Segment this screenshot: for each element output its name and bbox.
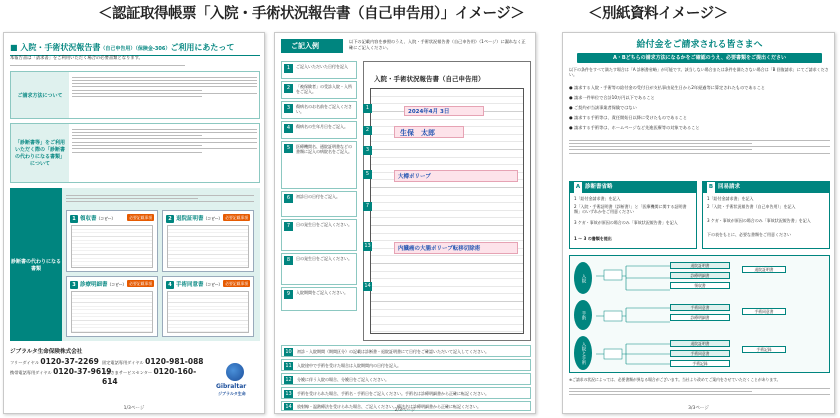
flow-label-hospitalization: 入院 bbox=[574, 262, 592, 294]
page-2-footer: 2/3ページ bbox=[394, 408, 416, 413]
form-marker: 2 bbox=[363, 126, 372, 135]
attachment-intro: 以下の条件をすべて満たす場合は「A 診断書省略」が可能です。該当しない場合または条件を満たさない場合は「B 回復請求」にてご請求ください。 bbox=[569, 67, 829, 78]
medical-statement-thumbnail bbox=[71, 291, 153, 333]
logo-wordmark: Gibraltar bbox=[216, 383, 247, 390]
surgery-consent-thumbnail bbox=[167, 291, 249, 333]
condition-bullet: ● 請求一件単位で合計10万円以下であること bbox=[569, 95, 655, 100]
condition-bullet: ● ご契約が当該事業者保険ではない bbox=[569, 105, 637, 110]
sample-name-text: 生保 太郎 bbox=[400, 129, 435, 137]
intro-text-lines bbox=[10, 65, 260, 66]
row-request-method-text bbox=[72, 74, 257, 100]
condition-bullet: ● 請求する手術等は、責任開始日以降に受けたものであること bbox=[569, 115, 688, 120]
form-marker: 7 bbox=[363, 202, 372, 211]
filling-steps-list bbox=[281, 61, 357, 313]
logo-sub: ジブラルタ生命 bbox=[218, 391, 246, 396]
step-item: 3 傷病名のお名前をご記入ください。 bbox=[281, 101, 357, 119]
flow-label-surgery: 手術 bbox=[574, 300, 592, 330]
step-item: 6 初診日の日付をご記入。 bbox=[281, 191, 357, 217]
right-caption: ＜別紙資料イメージ＞ bbox=[588, 6, 728, 22]
left-caption: ＜認証取得帳票「入院・手術状況報告書（自己申告用）」イメージ＞ bbox=[98, 6, 525, 22]
flow-node: 手術記録 bbox=[742, 346, 786, 353]
flow-node: 手術同意書 bbox=[742, 308, 786, 315]
alternative-documents-text bbox=[66, 192, 254, 204]
receipt-thumbnail bbox=[71, 225, 153, 268]
page-1-intro: 本報告書は「請求書」をご利用いただく場合の必要書類となります。 bbox=[10, 56, 143, 61]
flow-connectors bbox=[596, 260, 670, 372]
sample-date-text: 2024年4月 3日 bbox=[408, 109, 450, 115]
doc-card-receipt: 1 領収書（コピー） 必要記載事項 bbox=[66, 210, 158, 272]
row-alternative-documents: 「診断書等」をご利用いただく際の「診断書の代わりになる書類」について bbox=[10, 123, 260, 183]
flow-label-both: 入院と手術 bbox=[574, 336, 592, 370]
page-1-title: ■ 入院・手術状況報告書（自己申告用）（保険金-306）ご利用にあたって bbox=[10, 42, 260, 56]
flow-node: 退院証明書 bbox=[742, 266, 786, 273]
attachment-title: 給付金をご請求される皆さまへ bbox=[636, 40, 763, 50]
filling-example-description: 以下の記載内容を参照のうえ、入院・手術状況報告書（自己申告用）（1ページ）に漏れなく正確にご記入ください。 bbox=[349, 39, 526, 50]
flow-node: 領収書 bbox=[670, 282, 730, 289]
method-a-box: A 診断書省略 1「給付金請求書」を記入 2「入院・手術証明書（診断書）」と「医療機関に関する証明書類」のいずれかをご用意ください 3 ケガ・事故が原因の場合のみ「事故状況報告書」を記入 1 〜 3 の書類を提出 bbox=[569, 181, 697, 249]
title-square-icon: ■ bbox=[10, 43, 21, 52]
row-request-method: ご請求方法について bbox=[10, 71, 260, 119]
sample-surgery-text: 内臓癌の大腸ポリープ転移切除術 bbox=[398, 246, 481, 252]
bottom-step-row: 11 入院途中で手術を受けた場合は入院期間内の日付を記入。 bbox=[281, 359, 531, 371]
contact-numbers: フリーダイヤル 0120-37-2269 携帯電話専用ダイヤル 0120-37-9619 固定電話専用ダイヤル 0120-981-088 お客さまサービスセンター 0120-160-614 bbox=[10, 357, 204, 386]
sample-report-form bbox=[363, 61, 531, 341]
bottom-step-row: 14 放射線・温熱療法を受けられた場合、ご記入ください。療法名は診療明細書から正確に転記ください。 bbox=[281, 401, 531, 411]
company-name: ジブラルタ生命保険株式会社 bbox=[10, 349, 83, 355]
page-3-footer: 3/3ページ bbox=[688, 406, 709, 411]
sample-diagnosis-text: 大樽ポリープ bbox=[398, 174, 431, 180]
flow-node: 診療明細書 bbox=[670, 314, 730, 321]
method-b-box: B 回易請求 1「給付金請求書」を記入 2「入院・手術状況報告書（自己申告用）」を記入 3 ケガ・事故が原因の場合のみ「事故状況報告書」を記入 下の表をもとに、必要な書類をご用意ください bbox=[702, 181, 830, 249]
attachment-subtitle: A・Bどちらの請求方法になるかをご確認のうえ、必要書類をご提出ください bbox=[577, 53, 822, 63]
step-item: 8 日の発生日をご記入ください。 bbox=[281, 253, 357, 285]
step-item: 5 医療機関名、通院証明書などの書類に記入の病院名をご記入。 bbox=[281, 141, 357, 189]
doc-card-surgery-consent: 4 手術同意書（コピー） 必要記載事項 bbox=[162, 276, 254, 337]
form-marker: 3 bbox=[363, 146, 372, 155]
step-item: 9 入院期間をご記入ください。 bbox=[281, 287, 357, 311]
step-item: 7 日の発生日をご記入ください。 bbox=[281, 219, 357, 251]
sample-form-title: 入院・手術状況報告書（自己申告用） bbox=[374, 75, 485, 83]
condition-bullet: ● 請求する手術等は、ホームページなど先進医療等の対象であること bbox=[569, 125, 700, 130]
flow-node: 退院証明書 bbox=[670, 340, 730, 347]
form-marker: 13 bbox=[364, 243, 371, 249]
flow-node: 退院証明書 bbox=[670, 262, 730, 269]
doc-card-medical-statement: 3 診療明細書（コピー） 必要記載事項 bbox=[66, 276, 158, 337]
doc-card-discharge-certificate: 2 退院証明書（コピー） 必要記載事項 bbox=[162, 210, 254, 272]
attachment-notes: ※ご請求の状況によっては、必要書類が異なる場合がございます。当社より改めてご案内をさせていただくことがあります。 bbox=[569, 377, 781, 382]
row-alternative-documents-text bbox=[72, 126, 257, 155]
flow-node: 手術同意書 bbox=[670, 304, 730, 311]
document-flow-chart bbox=[569, 255, 830, 373]
bottom-step-row: 12 分娩に伴う入院の場合、分娩日をご記入ください。 bbox=[281, 373, 531, 385]
page-1-usage-guide bbox=[3, 32, 265, 414]
discharge-thumbnail bbox=[167, 225, 249, 268]
page-1-footer: 1/3ページ bbox=[123, 406, 145, 411]
notes-extra-lines bbox=[569, 385, 830, 397]
form-marker: 1 bbox=[363, 104, 372, 113]
sample-form-grid bbox=[370, 88, 524, 334]
flow-node: 手術同意書 bbox=[670, 350, 730, 357]
condition-bullet: ● 請求する入院・手術等の給付金の受付日が支払事由発生日から2年経過等に算定されたものであること bbox=[569, 85, 766, 90]
filling-example-tab: ご記入例 bbox=[281, 39, 343, 53]
bottom-step-row: 10 初診・入院期間（期間区分）の記載は診断書・退院証明書にて日付をご確認いただいて記入してください。 bbox=[281, 345, 531, 357]
bottom-step-row: 13 手術を受けられた場合、手術名・手術日をご記入ください。手術名は診療明細書から正確に転記ください。 bbox=[281, 387, 531, 399]
alternative-documents-panel: 診断書の代わりになる書類 1 領収書（コピー） 必要記載事項 2 退院証明書（コピー） 必要記載事項 3 診療明細書（コピー） 必要記載事項 4 手術同意書（コピー） 必要記載事項 bbox=[10, 188, 260, 341]
step-item: 2 「被保険者」の受診入院・入所をご記入。 bbox=[281, 81, 357, 99]
gibraltar-logo-icon bbox=[226, 363, 244, 381]
flow-node: 診療明細書 bbox=[670, 272, 730, 279]
flow-node: 手術記録 bbox=[670, 360, 730, 367]
page-2-filling-example bbox=[274, 32, 536, 414]
step-item: 4 傷病名の生年月日をご記入。 bbox=[281, 121, 357, 139]
form-marker: 14 bbox=[364, 283, 371, 289]
page-3-attachment bbox=[562, 32, 835, 414]
form-marker: 5 bbox=[363, 170, 372, 179]
step-item: 1 ご記入いただいた日付を記入 bbox=[281, 61, 357, 79]
conditions-extra-lines bbox=[569, 137, 830, 156]
